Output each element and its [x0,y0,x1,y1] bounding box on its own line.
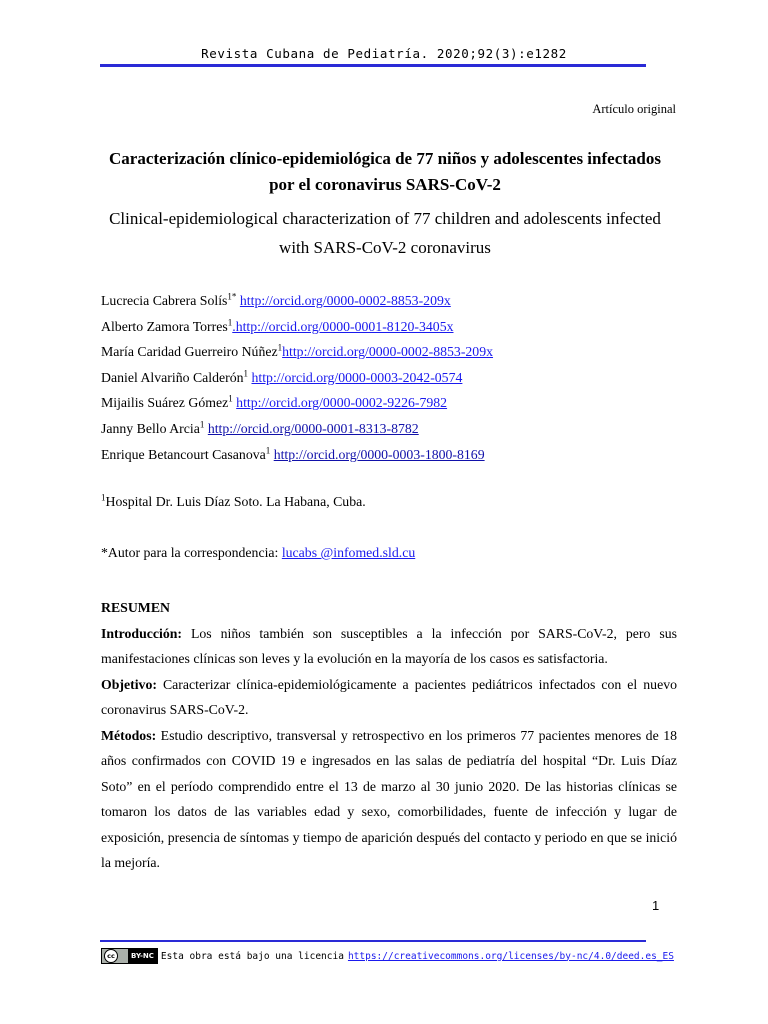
header-rule [100,64,646,67]
author-affiliation-mark: 1 [277,342,283,353]
section-heading: Introducción: [101,625,183,641]
correspondence-label: *Autor para la correspondencia: [101,545,282,560]
author-affiliation-mark: 1 [228,393,233,404]
journal-header: Revista Cubana de Pediatría. 2020;92(3):e1282 [201,46,567,61]
by-nc-label: BY-NC [128,949,157,963]
affiliation [101,494,366,510]
author-name: Janny Bello Arcia [101,420,200,436]
section-text: Los niños también son susceptibles a la infección por SARS-CoV-2, pero sus manifestaciones clínicas son leves y la evolución en la mayoría de los casos es satisfactoria. [101,625,677,666]
author-item [101,368,493,394]
author-list [101,291,493,470]
footer-rule [100,940,646,942]
abstract-title: RESUMEN [101,600,170,615]
orcid-link[interactable]: http://orcid.org/0000-0002-8853-209x [282,344,494,360]
author-affiliation-mark: 1 [243,368,249,379]
page-number: 1 [652,898,660,913]
orcid-link[interactable]: .http://orcid.org/0000-0001-8120-3405x [232,318,454,334]
license-url-link[interactable]: https://creativecommons.org/licenses/by-nc/4.0/deed.es_ES [347,950,674,962]
author-affiliation-mark: 1 [265,444,271,455]
orcid-link[interactable]: http://orcid.org/0000-0003-1800-8169 [273,446,485,462]
author-item [101,393,493,419]
abstract [101,595,677,876]
correspondence-email-link[interactable]: lucabs @infomed.sld.cu [281,545,416,560]
author-item [101,317,493,343]
title-english: Clinical-epidemiological characterization of 77 children and adolescents infected with SARS-CoV-2 coronavirus [109,209,661,257]
author-name: Lucrecia Cabrera Solís [101,293,228,308]
author-item [101,419,493,445]
orcid-link[interactable]: http://orcid.org/0000-0001-8313-8782 [207,420,419,436]
orcid-link[interactable]: http://orcid.org/0000-0002-8853-209x [239,293,451,308]
license-footer [101,948,674,964]
author-affiliation-mark: 1 [199,419,205,430]
author-item [101,445,493,471]
abstract-section-objective [101,672,677,723]
cc-icon: cc [104,949,118,963]
orcid-link[interactable]: http://orcid.org/0000-0003-2042-0574 [251,369,463,385]
title-spanish: Caracterización clínico-epidemiológica de 77 niños y adolescentes infectados por el coronavirus SARS-CoV-2 [109,149,661,194]
affiliation-text: Hospital Dr. Luis Díaz Soto. La Habana, Cuba. [105,494,366,509]
author-affiliation-mark: 1 [227,317,233,327]
abstract-section-methods [101,723,677,876]
license-text: Esta obra está bajo una licencia [160,950,344,962]
cc-license-badge-icon[interactable] [101,948,158,964]
author-item [101,342,493,368]
affiliation-mark: 1 [101,492,106,503]
author-name: Enrique Betancourt Casanova [101,446,266,462]
orcid-link[interactable]: http://orcid.org/0000-0002-9226-7982 [236,395,448,411]
author-name: Daniel Alvariño Calderón [101,369,244,385]
author-affiliation-mark: 1* [227,291,237,302]
author-name: Mijailis Suárez Gómez [101,395,229,411]
article-type: Artículo original [592,102,676,116]
author-name: Alberto Zamora Torres [101,318,228,334]
correspondence [101,545,415,561]
section-heading: Métodos: [101,727,157,743]
section-text: Estudio descriptivo, transversal y retrospectivo en los primeros 77 pacientes menores de 18 años confirmados con COVID 19 e ingresados en las salas de pediatría del hospital “Dr. Luis Díaz Soto” en el período comprendido entre el 13 de marzo al 30 junio 2020. De las historias clínicas se tomaron los datos de las variables edad y sexo, comorbilidades, fuente de infección y lugar de exposición, presencia de síntomas y tiempo de aparición después del contacto y periodo en que se inició la mejoría. [101,727,677,870]
abstract-section-introduction [101,621,677,672]
section-text: Caracterizar clínica-epidemiológicamente a pacientes pediátricos infectados con el nuevo coronavirus SARS-CoV-2. [101,676,677,717]
author-name: María Caridad Guerreiro Núñez [101,344,278,360]
author-item [101,291,493,317]
section-heading: Objetivo: [101,676,157,692]
